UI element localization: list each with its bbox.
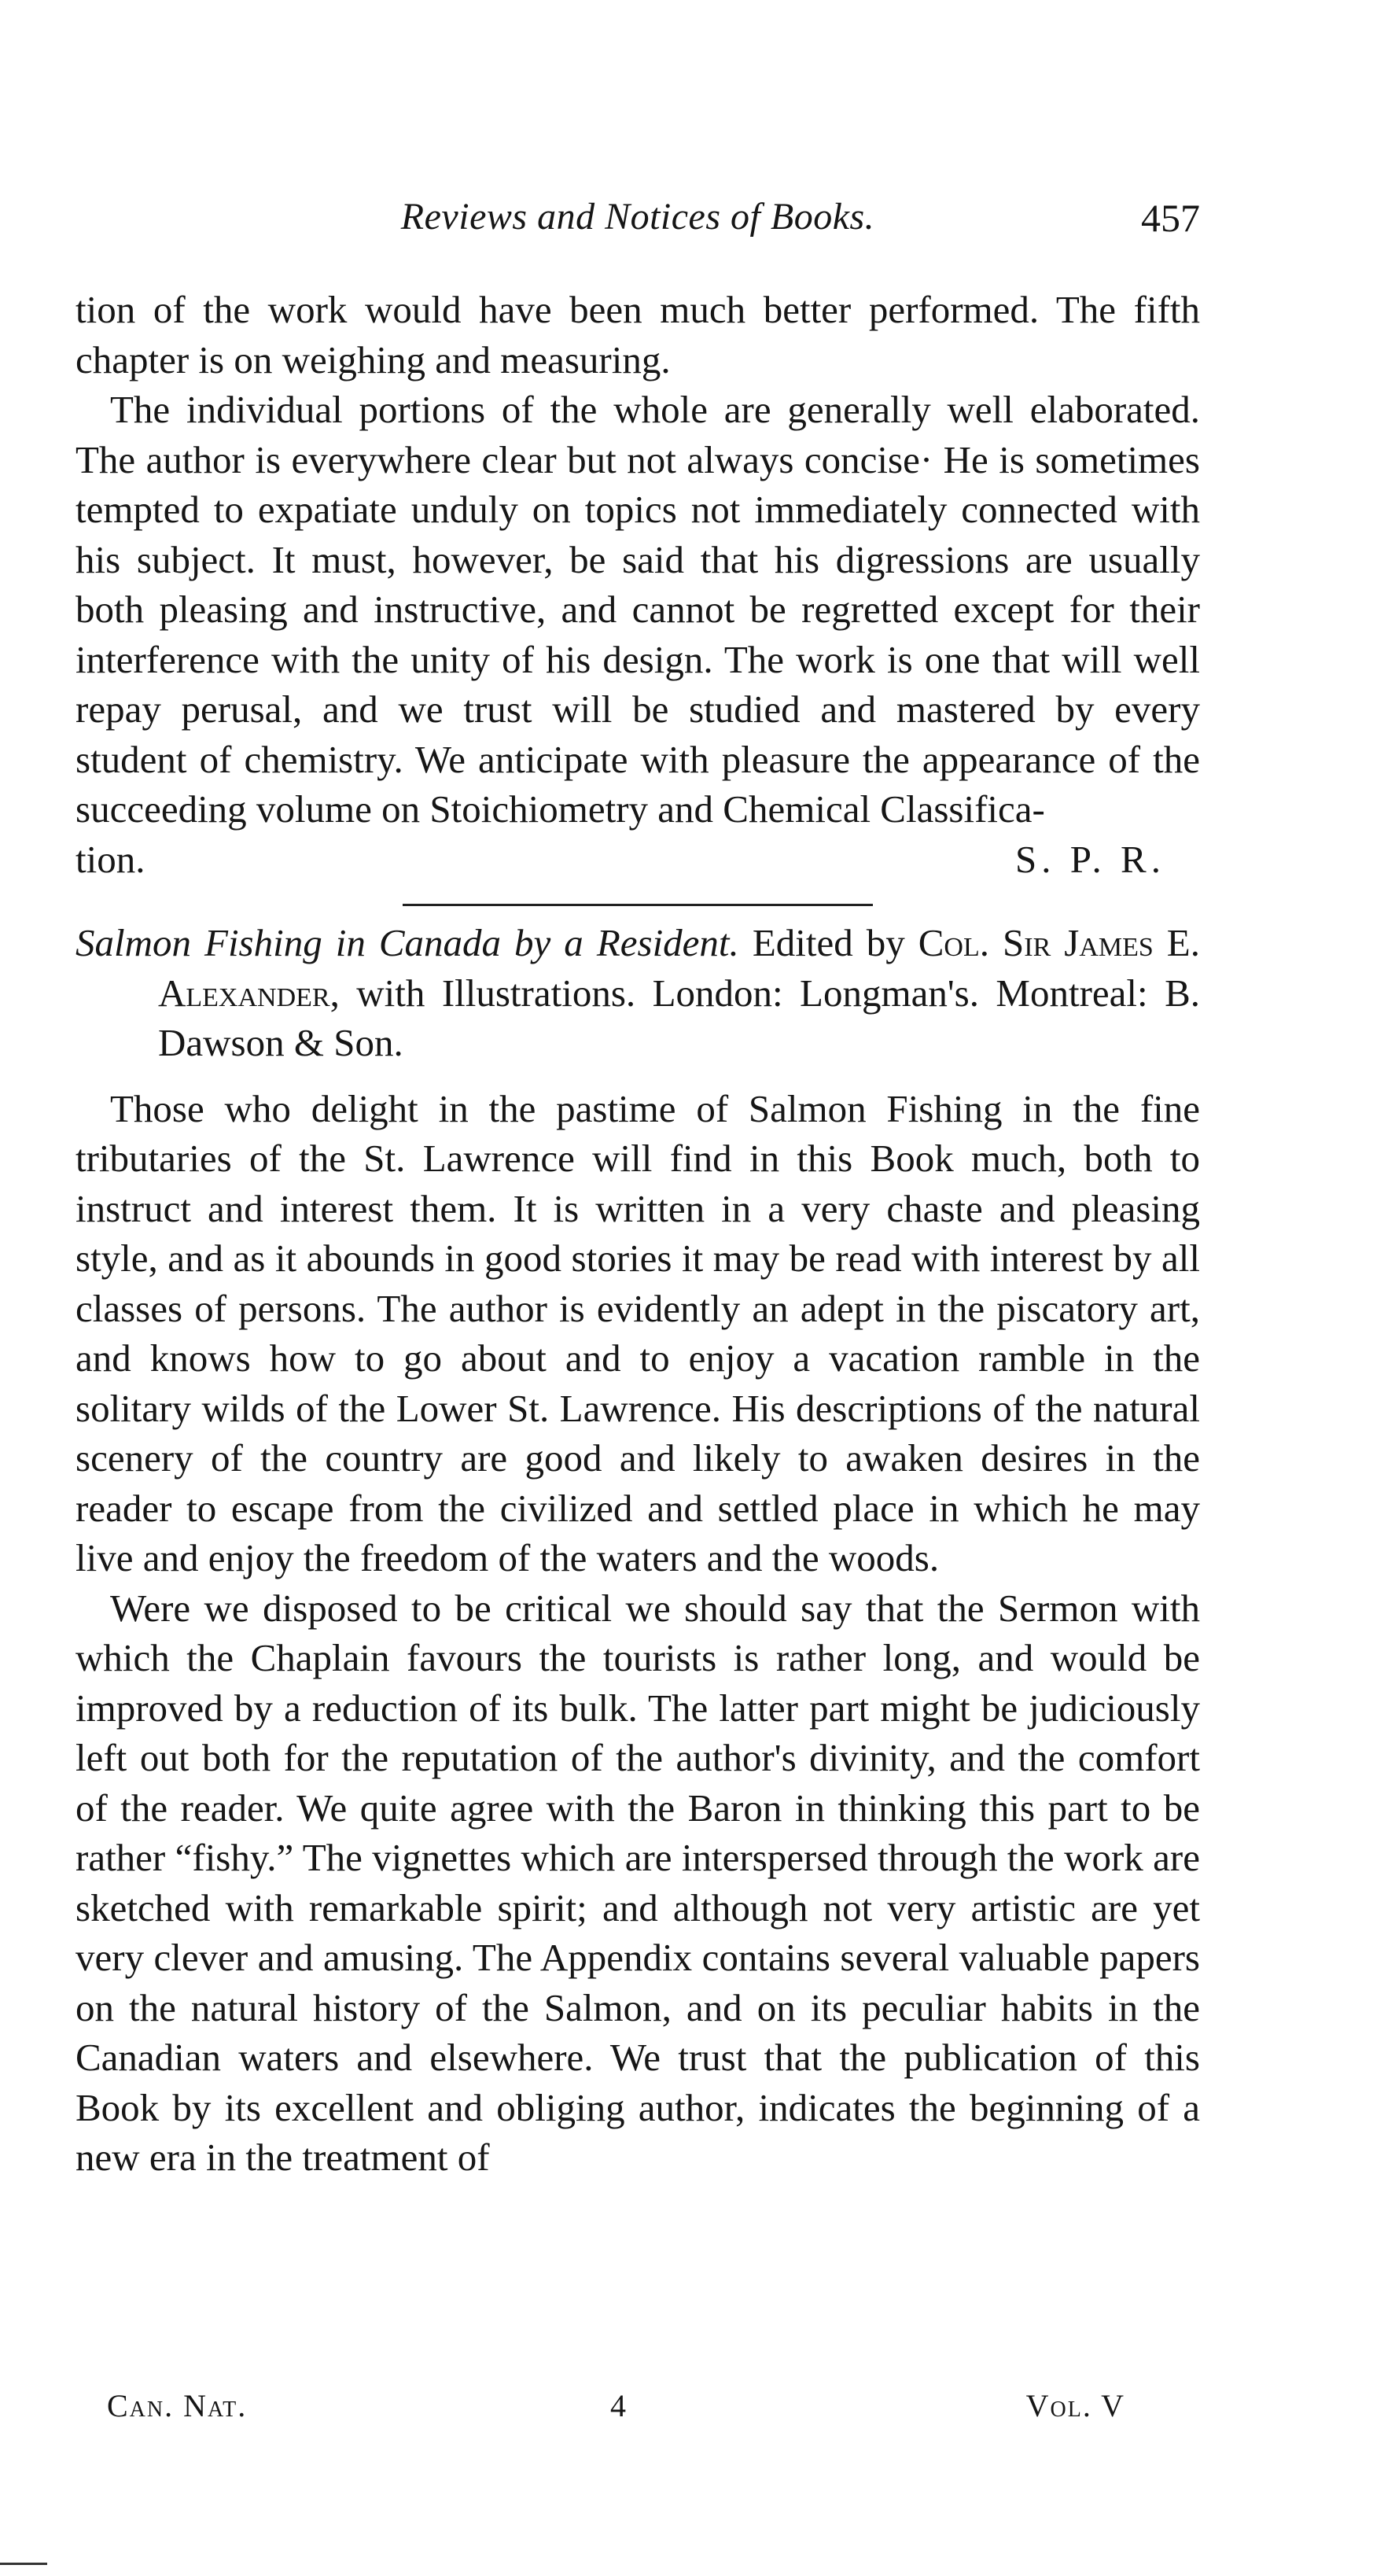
running-title: Reviews and Notices of Books. bbox=[400, 196, 875, 238]
book-citation bbox=[75, 918, 1200, 1068]
page-number: 457 bbox=[1141, 196, 1200, 240]
scan-edge-mark bbox=[0, 2563, 47, 2565]
review-paragraph-1: Those who delight in the pastime of Salmon Fishing in the fine tributaries of the St. Lawrence will find in this Book much, both to instruct and interest them. It is written in a very chaste and pleasing style, and as it abounds in good stories it may be read with interest by all classes of persons. The author is evidently an adept in the piscatory art, and knows how to go about and to enjoy a vacation ramble in the solitary wilds of the Lower St. Lawrence. His descriptions of the natural scenery of the country are good and likely to awaken desires in the reader to escape from the civilized and settled place in which he may live and enjoy the freedom of the waters and the woods. bbox=[75, 1086, 1200, 1579]
journal-abbrev: Can. Nat. bbox=[107, 2388, 248, 2423]
book-title: Salmon Fishing in Canada by a Resident. bbox=[75, 921, 739, 964]
editor-name: Col. Sir James E. Alexander, bbox=[158, 921, 1200, 1015]
spacer bbox=[75, 1068, 1200, 1084]
volume-label: Vol. V bbox=[1025, 2388, 1125, 2423]
signature-mark: 4 bbox=[610, 2388, 628, 2423]
paragraph-last-line: tion. bbox=[75, 837, 145, 881]
review-paragraph-2: Were we disposed to be critical we should say that the Sermon with which the Chaplain favours the tourists is rather long, and would be improved by a reduction of its bulk. The latter part might be judiciously left out both for the reputation of the author's divinity, and the comfort of the reader. We quite agree with the Baron in thinking this part to be rather “fishy.” The vignettes which are interspersed through the work are sketched with remarkable spirit; and although not very artistic are yet very clever and amusing. The Appendix contains several valuable papers on the natural history of the Salmon, and on its peculiar habits in the Canadian waters and elsewhere. We trust that the publication of this Book by its excellent and obliging author, indicates the beginning of a new era in the treatment of bbox=[75, 1586, 1200, 2179]
review-signature: S. P. R. bbox=[1014, 837, 1165, 881]
continued-paragraph: tion of the work would have been much better performed. The fifth chapter is on weighing and measuring. bbox=[75, 288, 1200, 381]
running-header bbox=[75, 195, 1200, 258]
page-footer bbox=[75, 2387, 1125, 2434]
edited-by-label: Edited by bbox=[752, 921, 905, 964]
signature-line bbox=[75, 835, 1200, 885]
paragraph: The individual portions of the whole are generally well elaborated. The author is everywhere clear but not always concise· He is sometimes tempted to expatiate unduly on topics not immediately connected with his subject. It must, however, be said that his digressions are usually both pleasing and instructive, and cannot be regretted except for their interference with the unity of his design. The work is one that will well repay perusal, and we trust will be studied and mastered by every student of chemistry. We anticipate with pleasure the appearance of the succeeding volume on Stoichiometry and Chemical Classifica- bbox=[75, 388, 1200, 831]
section-divider bbox=[403, 904, 873, 906]
body-text bbox=[75, 285, 1200, 2183]
publication-details: with Illustrations. London: Longman's. Montreal: B. Dawson & Son. bbox=[158, 971, 1201, 1064]
